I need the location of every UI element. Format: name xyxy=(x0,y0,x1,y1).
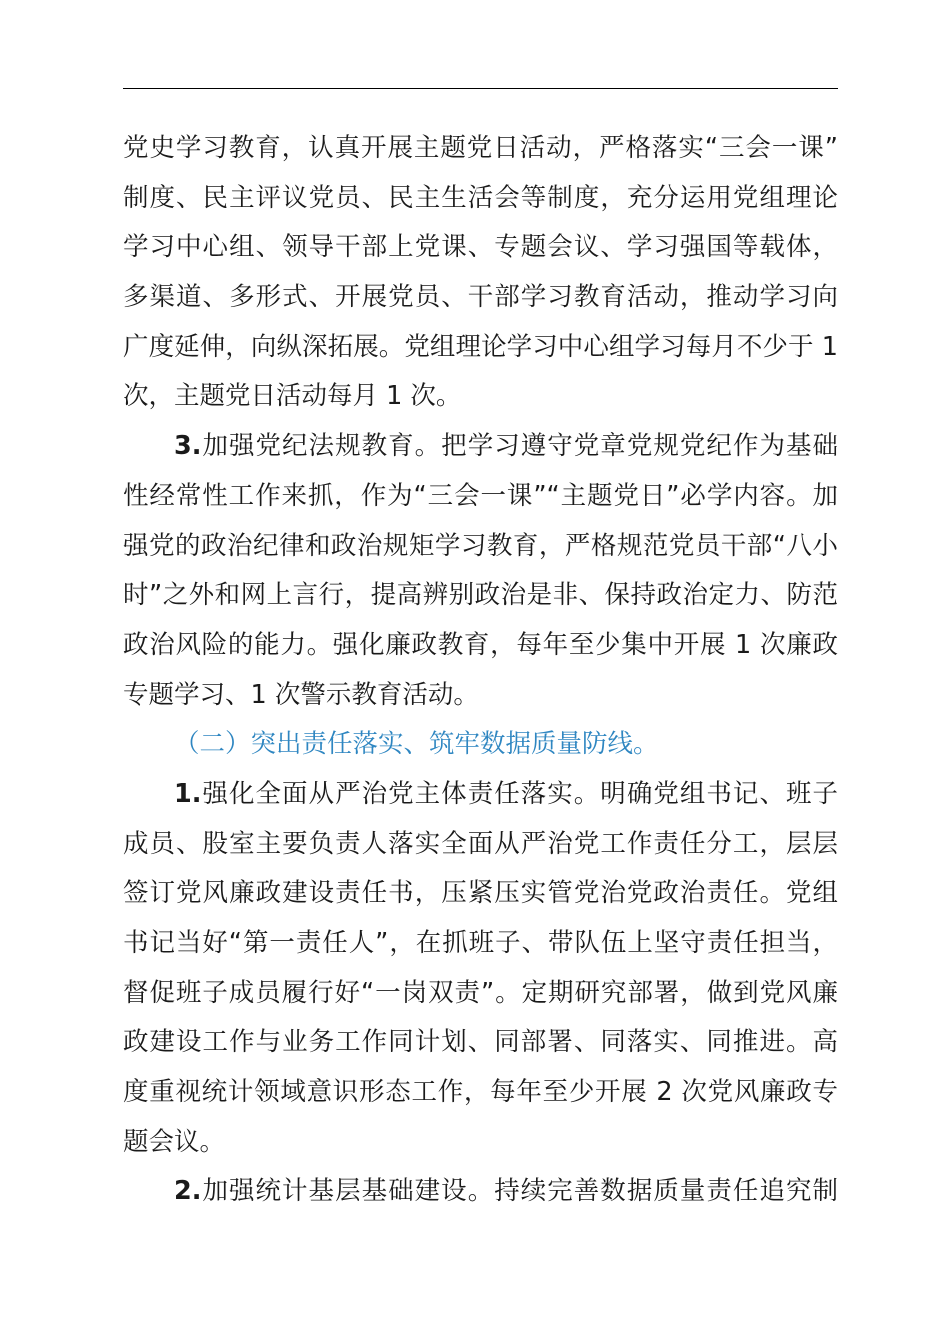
text-line: 督促班子成员履行好“一岗双责”。定期研究部署，做到党风廉 xyxy=(123,977,838,1008)
header-rule xyxy=(123,88,838,89)
text-line: 题会议。 xyxy=(123,1126,226,1157)
text-line: 党史学习教育，认真开展主题党日活动，严格落实“三会一课” xyxy=(123,133,838,163)
item-text: 加强党纪法规教育。把学习遵守党章党规党纪作为基础 xyxy=(201,431,838,462)
item-text: 加强统计基层基础建设。持续完善数据质量责任追究制 xyxy=(201,1176,838,1207)
text-line: 度重视统计领域意识形态工作，每年至少开展 2 次党风廉政专 xyxy=(123,1077,838,1108)
text-line: 多渠道、多形式、开展党员、干部学习教育活动，推动学习向 xyxy=(123,282,838,313)
text-line: 成员、股室主要负责人落实全面从严治党工作责任分工，层层 xyxy=(123,828,838,859)
text-line: 书记当好“第一责任人”，在抓班子、带队伍上坚守责任担当， xyxy=(123,928,838,958)
item-number: 2. xyxy=(174,1176,202,1207)
text-line: 广度延伸，向纵深拓展。党组理论学习中心组学习每月不少于 1 xyxy=(123,331,838,362)
paragraph-3-first-line xyxy=(123,422,838,472)
item-number: 1. xyxy=(174,778,202,809)
body-text xyxy=(123,124,838,1217)
paragraph-1-first-line xyxy=(123,770,838,820)
text-line: 时”之外和网上言行，提高辨别政治是非、保持政治定力、防范 xyxy=(123,580,838,611)
item-number: 3. xyxy=(174,431,202,462)
item-text: 强化全面从严治党主体责任落实。明确党组书记、班子 xyxy=(201,778,838,809)
text-line: 制度、民主评议党员、民主生活会等制度，充分运用党组理论 xyxy=(123,182,838,213)
text-line: 强党的政治纪律和政治规矩学习教育，严格规范党员干部“八小 xyxy=(123,530,838,561)
text-line: 签订党风廉政建设责任书，压紧压实管党治党政治责任。党组 xyxy=(123,878,838,909)
section-heading: （二）突出责任落实、筑牢数据质量防线。 xyxy=(174,729,659,760)
text-line: 性经常性工作来抓，作为“三会一课”“主题党日”必学内容。加 xyxy=(123,480,838,511)
text-line: 政建设工作与业务工作同计划、同部署、同落实、同推进。高 xyxy=(123,1027,838,1058)
text-line: 专题学习、1 次警示教育活动。 xyxy=(123,679,479,710)
text-line: 政治风险的能力。强化廉政教育，每年至少集中开展 1 次廉政 xyxy=(123,629,838,660)
text-line: 次，主题党日活动每月 1 次。 xyxy=(123,381,462,412)
text-line: 学习中心组、领导干部上党课、专题会议、学习强国等载体， xyxy=(123,232,838,263)
paragraph-2-first-line xyxy=(123,1167,838,1217)
